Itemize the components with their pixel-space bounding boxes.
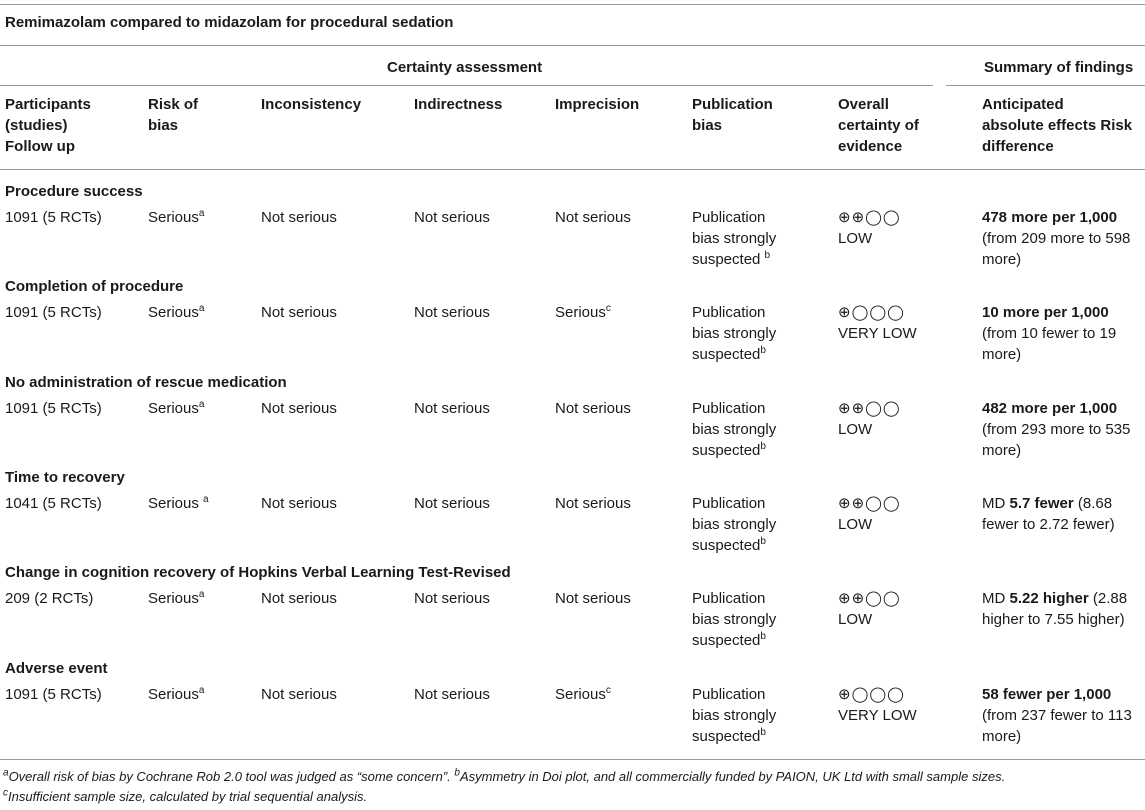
table-title: Remimazolam compared to midazolam for procedural sedation (5, 14, 454, 31)
footnote-a-marker: a (3, 767, 9, 779)
table-bottom-rule (0, 759, 1145, 760)
publication-bias-cell (692, 684, 776, 747)
publication-bias-footnote-marker: b (760, 441, 766, 452)
publication-bias-text: bias strongly (692, 421, 777, 438)
certainty-label: VERY LOW (838, 707, 917, 724)
outcome-heading: Time to recovery (5, 469, 125, 486)
publication-bias-footnote-marker: b (760, 345, 766, 356)
imprecision-text: Serious (555, 304, 606, 321)
risk-of-bias-cell (148, 302, 204, 323)
participants-cell: 1091 (5 RCTs) (5, 686, 102, 703)
indirectness-cell: Not serious (414, 590, 490, 607)
effect-line: fewer to 2.72 fewer) (982, 516, 1115, 533)
effect-line: more) (982, 442, 1022, 459)
effect-range-part: (2.88 (1088, 590, 1128, 607)
publication-bias-footnote-marker: b (760, 536, 766, 547)
publication-bias-line (692, 705, 776, 726)
imprecision-text: Not serious (555, 590, 631, 607)
certainty-cell (838, 302, 917, 344)
risk-of-bias-cell (148, 398, 204, 419)
col-header-line: Overall (838, 96, 889, 113)
col-header-line: certainty of (838, 117, 919, 134)
publication-bias-line (692, 609, 776, 630)
risk-of-bias-footnote-marker: a (198, 589, 205, 600)
col-header-imprecision (555, 94, 639, 115)
publication-bias-cell (692, 302, 776, 365)
certainty-rating-icons: ⊕⊕◯◯ (838, 400, 901, 417)
publication-bias-text: bias strongly (692, 325, 777, 342)
publication-bias-text: Publication (692, 590, 766, 607)
indirectness-cell: Not serious (414, 686, 490, 703)
footnote-a-text: Overall risk of bias by Cochrane Rob 2.0 tool was judged as “some concern”. (8, 769, 455, 784)
effect-prefix: MD (982, 590, 1010, 607)
imprecision-cell (555, 302, 611, 323)
publication-bias-line (692, 228, 776, 249)
summary-group-rule (946, 85, 1145, 86)
publication-bias-footnote-marker: b (764, 250, 771, 261)
publication-bias-text: Publication (692, 400, 766, 417)
effect-prefix: MD (982, 495, 1010, 512)
col-header-line: Publication (692, 96, 773, 113)
publication-bias-text: bias strongly (692, 707, 777, 724)
publication-bias-line (692, 630, 776, 651)
outcome-heading: Adverse event (5, 660, 108, 677)
col-header-line: bias (692, 117, 723, 134)
outcome-heading: Change in cognition recovery of Hopkins Verbal Learning Test-Revised (5, 564, 511, 581)
publication-bias-text: bias strongly (692, 516, 777, 533)
publication-bias-line (692, 535, 776, 556)
effect-range-part: (from 209 more to 598 (982, 230, 1131, 247)
certainty-rating-icons: ⊕◯◯◯ (838, 686, 905, 703)
publication-bias-line (692, 419, 776, 440)
publication-bias-text: Publication (692, 495, 766, 512)
publication-bias-line (692, 207, 776, 228)
publication-bias-text: suspected (692, 632, 761, 649)
col-header-inconsistency (261, 94, 361, 115)
risk-of-bias-text: Serious (148, 495, 204, 512)
imprecision-cell (555, 588, 631, 609)
effect-range-part: (from 10 fewer to 19 (982, 325, 1117, 342)
publication-bias-text: suspected (692, 728, 761, 745)
publication-bias-line (692, 398, 776, 419)
footnote-b-text: Asymmetry in Doi plot, and all commercially funded by PAION, UK Ltd with small sample sizes. (459, 769, 1006, 784)
col-header-line: difference (982, 138, 1054, 155)
effect-estimate: 482 more per 1,000 (982, 400, 1118, 417)
effect-line (982, 398, 1144, 419)
effect-estimate: 10 more per 1,000 (982, 304, 1109, 321)
certainty-cell (838, 588, 901, 630)
footnote-ab (3, 769, 1005, 785)
col-header-line: Imprecision (555, 96, 640, 113)
publication-bias-text: bias strongly (692, 230, 777, 247)
certainty-label: VERY LOW (838, 325, 917, 342)
certainty-group-rule (0, 85, 933, 86)
imprecision-text: Not serious (555, 209, 631, 226)
effect-estimate: 58 fewer per 1,000 (982, 686, 1112, 703)
imprecision-cell (555, 684, 611, 705)
outcome-heading: Procedure success (5, 183, 143, 200)
publication-bias-line (692, 514, 776, 535)
effect-range-part: (from 293 more to 535 (982, 421, 1131, 438)
imprecision-cell (555, 493, 631, 514)
publication-bias-text: Publication (692, 686, 766, 703)
anticipated-effect-cell (982, 493, 1144, 535)
inconsistency-cell: Not serious (261, 304, 337, 321)
publication-bias-cell (692, 398, 776, 461)
publication-bias-line (692, 323, 776, 344)
indirectness-cell: Not serious (414, 495, 490, 512)
effect-line: higher to 7.55 higher) (982, 611, 1125, 628)
publication-bias-text: Publication (692, 304, 766, 321)
indirectness-cell: Not serious (414, 304, 490, 321)
imprecision-text: Serious (555, 686, 606, 703)
title-rule (0, 45, 1145, 46)
effect-line: more) (982, 728, 1022, 745)
publication-bias-line (692, 493, 776, 514)
publication-bias-line (692, 344, 776, 365)
col-header-publication-bias (692, 94, 773, 136)
risk-of-bias-cell (148, 684, 204, 705)
col-header-line: bias (148, 117, 179, 134)
outcome-heading: No administration of rescue medication (5, 374, 287, 391)
imprecision-cell (555, 207, 631, 228)
publication-bias-cell (692, 207, 776, 270)
effect-line: more) (982, 346, 1022, 363)
col-header-risk-of-bias (148, 94, 198, 136)
col-header-line: absolute effects Risk (982, 117, 1133, 134)
effect-line (982, 323, 1144, 344)
risk-of-bias-footnote-marker: a (198, 399, 205, 410)
footnote-c-text: Insufficient sample size, calculated by trial sequential analysis. (8, 789, 368, 804)
risk-of-bias-cell (148, 207, 204, 228)
anticipated-effect-cell (982, 207, 1144, 270)
certainty-cell (838, 398, 901, 440)
col-header-indirectness (414, 94, 502, 115)
risk-of-bias-footnote-marker: a (198, 303, 205, 314)
certainty-label: LOW (838, 230, 873, 247)
certainty-label: LOW (838, 516, 873, 533)
publication-bias-footnote-marker: b (760, 727, 766, 738)
risk-of-bias-cell (148, 588, 204, 609)
risk-of-bias-text: Serious (148, 209, 199, 226)
anticipated-effect-cell (982, 398, 1144, 461)
effect-line (982, 684, 1144, 705)
footnote-c-marker: c (3, 787, 8, 799)
risk-of-bias-text: Serious (148, 304, 199, 321)
inconsistency-cell: Not serious (261, 590, 337, 607)
certainty-cell (838, 684, 917, 726)
col-header-line: Inconsistency (261, 96, 362, 113)
publication-bias-line (692, 726, 776, 747)
publication-bias-text: Publication (692, 209, 766, 226)
risk-of-bias-footnote-marker: a (198, 685, 205, 696)
participants-cell: 1091 (5 RCTs) (5, 304, 102, 321)
publication-bias-cell (692, 588, 776, 651)
certainty-cell (838, 493, 901, 535)
participants-cell: 1091 (5 RCTs) (5, 209, 102, 226)
certainty-rating-icons: ⊕◯◯◯ (838, 304, 905, 321)
effect-estimate: 5.22 higher (1009, 590, 1089, 607)
publication-bias-text: suspected (692, 346, 761, 363)
publication-bias-line (692, 302, 776, 323)
effect-range-part: (from 237 fewer to 113 (982, 707, 1132, 724)
certainty-label: LOW (838, 611, 873, 628)
col-header-line: Participants (5, 96, 91, 113)
imprecision-text: Not serious (555, 495, 631, 512)
anticipated-effect-cell (982, 588, 1144, 630)
effect-estimate: 5.7 fewer (1009, 495, 1074, 512)
effect-line (982, 588, 1144, 609)
footnote-c (3, 789, 367, 805)
effect-line (982, 207, 1144, 228)
publication-bias-text: bias strongly (692, 611, 777, 628)
col-header-line: Risk of (148, 96, 199, 113)
risk-of-bias-footnote-marker: a (198, 208, 205, 219)
participants-cell: 1091 (5 RCTs) (5, 400, 102, 417)
publication-bias-text: suspected (692, 251, 765, 268)
indirectness-cell: Not serious (414, 400, 490, 417)
header-rule (0, 169, 1145, 170)
inconsistency-cell: Not serious (261, 495, 337, 512)
inconsistency-cell: Not serious (261, 209, 337, 226)
col-header-line: Indirectness (414, 96, 503, 113)
certainty-rating-icons: ⊕⊕◯◯ (838, 495, 901, 512)
imprecision-cell (555, 398, 631, 419)
effect-line (982, 419, 1144, 440)
effect-estimate: 478 more per 1,000 (982, 209, 1118, 226)
col-header-line: Follow up (5, 138, 75, 155)
effect-range-part: (8.68 (1073, 495, 1113, 512)
certainty-cell (838, 207, 901, 249)
col-header-anticipated-effects (982, 94, 1132, 157)
risk-of-bias-cell (148, 493, 209, 514)
inconsistency-cell: Not serious (261, 400, 337, 417)
col-header-line: (studies) (5, 117, 68, 134)
summary-group-header: Summary of findings (984, 59, 1134, 76)
imprecision-footnote-marker: c (605, 303, 611, 314)
outcome-heading: Completion of procedure (5, 278, 184, 295)
participants-cell: 209 (2 RCTs) (5, 590, 94, 607)
col-header-participants (5, 94, 91, 157)
col-header-line: evidence (838, 138, 903, 155)
effect-line (982, 705, 1144, 726)
publication-bias-cell (692, 493, 776, 556)
participants-cell: 1041 (5 RCTs) (5, 495, 102, 512)
risk-of-bias-text: Serious (148, 686, 199, 703)
certainty-rating-icons: ⊕⊕◯◯ (838, 590, 901, 607)
imprecision-footnote-marker: c (605, 685, 611, 696)
publication-bias-text: suspected (692, 537, 761, 554)
certainty-rating-icons: ⊕⊕◯◯ (838, 209, 901, 226)
risk-of-bias-text: Serious (148, 400, 199, 417)
effect-line (982, 302, 1144, 323)
certainty-label: LOW (838, 421, 873, 438)
inconsistency-cell: Not serious (261, 686, 337, 703)
risk-of-bias-text: Serious (148, 590, 199, 607)
certainty-group-header: Certainty assessment (387, 59, 543, 76)
table-top-rule (0, 4, 1145, 5)
anticipated-effect-cell (982, 302, 1144, 365)
publication-bias-line (692, 440, 776, 461)
col-header-line: Anticipated (982, 96, 1064, 113)
publication-bias-line (692, 684, 776, 705)
publication-bias-line (692, 588, 776, 609)
anticipated-effect-cell (982, 684, 1144, 747)
publication-bias-footnote-marker: b (760, 631, 766, 642)
imprecision-text: Not serious (555, 400, 631, 417)
publication-bias-text: suspected (692, 442, 761, 459)
effect-line (982, 228, 1144, 249)
footnote-b-marker: b (454, 767, 460, 779)
col-header-overall-certainty (838, 94, 919, 157)
effect-line: more) (982, 251, 1022, 268)
indirectness-cell: Not serious (414, 209, 490, 226)
effect-line (982, 493, 1144, 514)
publication-bias-line (692, 249, 776, 270)
risk-of-bias-footnote-marker: a (203, 494, 209, 505)
